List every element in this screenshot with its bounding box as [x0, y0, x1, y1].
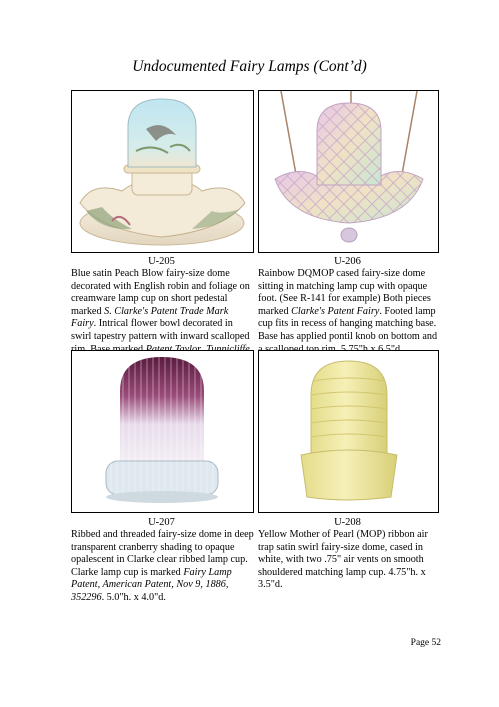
fairy-lamp-u208-image: [259, 351, 438, 512]
item-caption-u207: [71, 529, 254, 605]
caption-run: . Footed lamp cup fits in recess of hanging matching base. Base has applied pontil knob on bottom and: [258, 305, 438, 342]
item-label-u207: U-207: [148, 517, 175, 528]
page-title: Undocumented Fairy Lamps (Cont’d): [132, 58, 367, 75]
item-label-u205: U-205: [148, 256, 175, 267]
photo-u206: [258, 90, 439, 253]
fairy-lamp-u206-image: [259, 91, 438, 252]
photo-u208: [258, 350, 439, 513]
fairy-lamp-u205-image: [72, 91, 253, 252]
page-number: Page 52: [410, 638, 441, 648]
item-label-u206: U-206: [334, 256, 361, 267]
caption-run: . 5.0"h. x 4.0"d.: [101, 591, 166, 603]
caption-run: Clarke's Patent Fairy: [291, 305, 380, 317]
caption-run: Yellow Mother of Pearl (MOP) ribbon air trap satin swirl fairy-size dome, cased in white, with two .75" air vents on smooth shouldered matching lamp cup. 4.75"h. x 3.5"d.: [258, 529, 428, 591]
item-caption-u206: [258, 268, 441, 356]
caption-run: Ribbed and threaded fairy-size dome in deep transparent cranberry shading to opaque opalescent in Clarke clear ribbed lamp cup. Clarke lamp cup is marked: [71, 529, 254, 578]
item-caption-u208: [258, 529, 441, 592]
caption-run: Rainbow DQMOP cased fairy-size dome sitting in matching lamp cup with opaque foot. (See R-141 for example) Both pieces marked: [258, 268, 431, 317]
fairy-lamp-u207-image: [72, 351, 253, 512]
caption-run: . Intrical flower bowl decorated in swirl tapestry pattern with inward scalloped: [71, 318, 250, 342]
caption-run: Blue satin Peach Blow fairy-size dome decorated with English robin and foliage on creamware lamp cup on short pedestal marked: [71, 268, 250, 317]
photo-u207: [71, 350, 254, 513]
item-label-u208: U-208: [334, 517, 361, 528]
caption-run: S. Clarke's Patent Trade Mark Fairy: [71, 305, 229, 330]
caption-run: Fairy Lamp Patent, American Patent, Nov 9, 1886, 352296: [71, 566, 232, 603]
photo-u205: [71, 90, 254, 253]
